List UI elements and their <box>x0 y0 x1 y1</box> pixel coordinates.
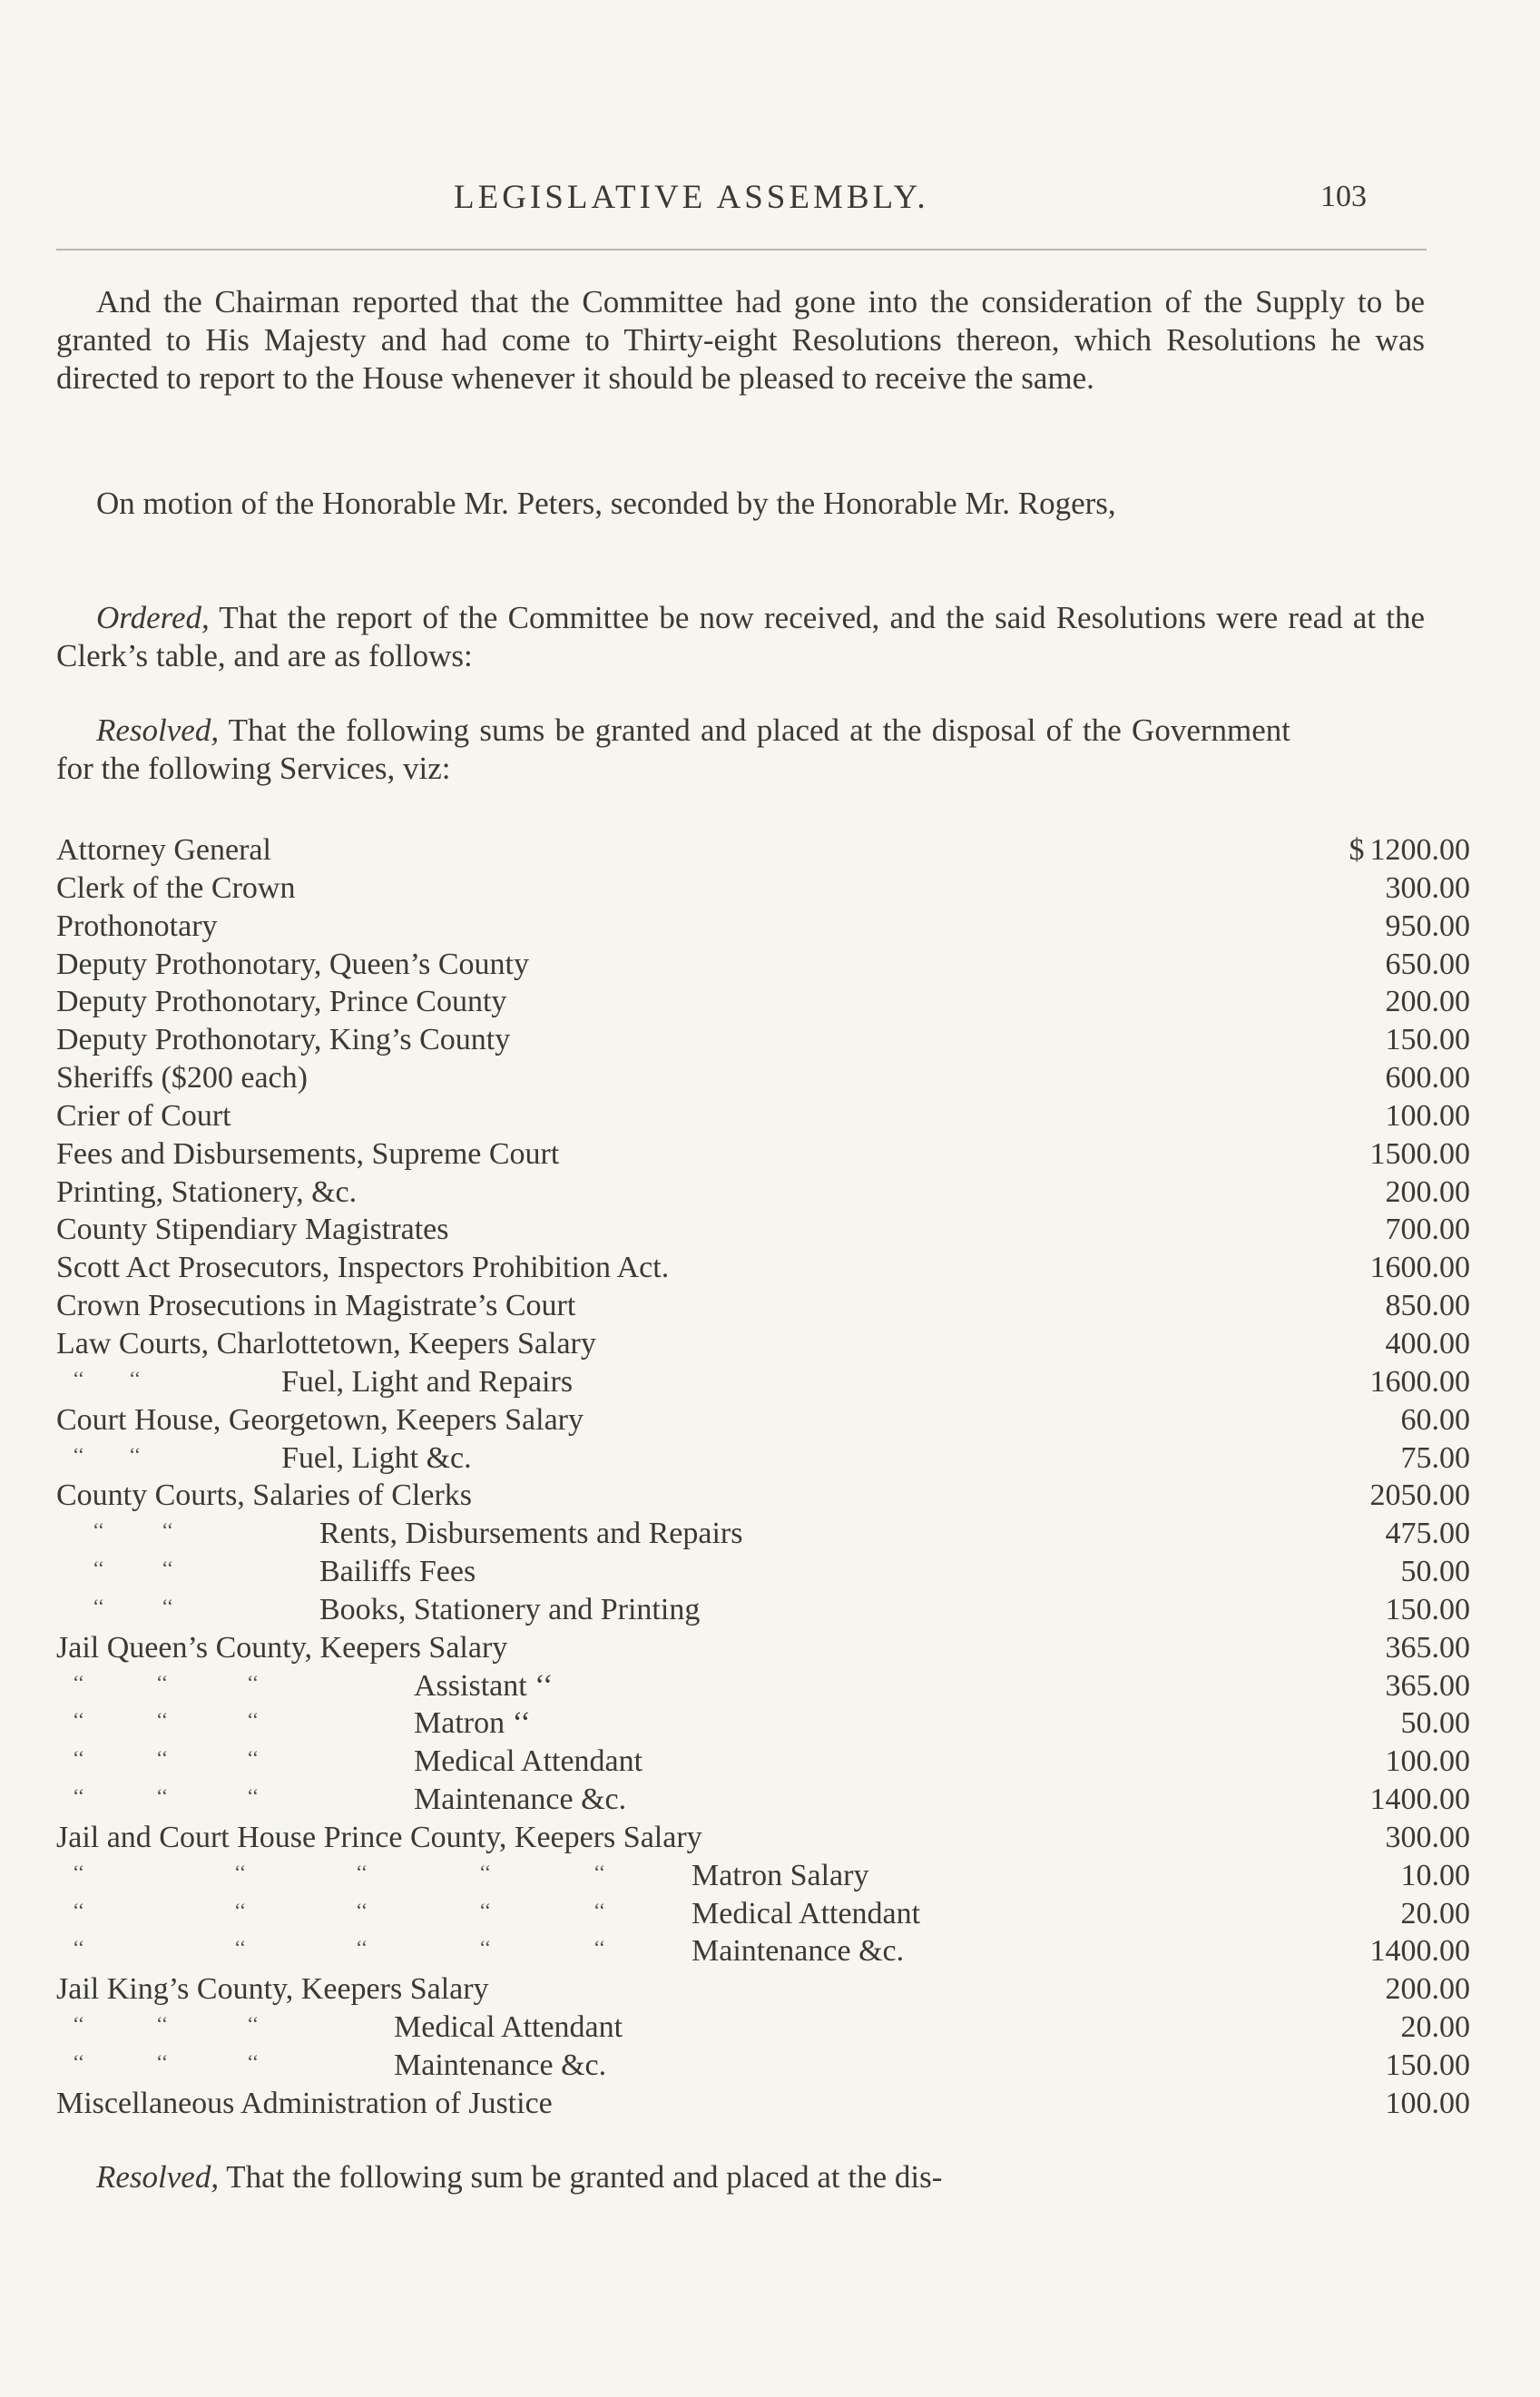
ditto-mark: ‘‘ <box>162 1518 174 1542</box>
table-row <box>56 1477 1472 1515</box>
ditto-mark: ‘‘ <box>129 1442 142 1466</box>
item-amount <box>1289 1857 1470 1895</box>
table-row <box>56 1743 1472 1781</box>
amount-value: 150.00 <box>1385 2048 1470 2082</box>
ditto-mark: ‘‘ <box>156 2050 169 2073</box>
ditto-mark: ‘‘ <box>156 1746 169 1770</box>
supply-items-table <box>56 831 1472 2123</box>
item-amount <box>1289 1135 1470 1174</box>
item-label: Scott Act Prosecutors, Inspectors Prohibition Act. <box>56 1251 670 1285</box>
table-row <box>56 1857 1472 1895</box>
ditto-mark: ‘‘ <box>129 1366 142 1390</box>
ditto-mark: ‘‘ <box>73 1746 85 1770</box>
amount-value: 100.00 <box>1385 2086 1470 2120</box>
amount-value: 200.00 <box>1385 1972 1470 2007</box>
table-row <box>56 1249 1472 1287</box>
item-amount <box>1289 1819 1470 1857</box>
item-label: Matron ‘‘ <box>414 1706 531 1741</box>
paragraph-ordered <box>56 599 1425 675</box>
table-row <box>56 1515 1472 1553</box>
ditto-mark: ‘‘ <box>479 1898 492 1921</box>
amount-value: 365.00 <box>1385 1630 1470 1665</box>
amount-value: 100.00 <box>1385 1098 1470 1133</box>
ditto-mark: ‘‘ <box>162 1557 174 1580</box>
item-amount <box>1289 1895 1470 1933</box>
amount-value: 1500.00 <box>1369 1136 1470 1171</box>
item-amount <box>1289 983 1470 1021</box>
amount-value: 1400.00 <box>1369 1934 1470 1969</box>
item-label: Prothonotary <box>56 909 218 943</box>
page-number: 103 <box>1320 180 1367 213</box>
item-label: Sheriffs ($200 each) <box>56 1061 308 1095</box>
amount-value: 200.00 <box>1385 1174 1470 1209</box>
ditto-mark: ‘‘ <box>156 1784 169 1808</box>
table-row <box>56 1895 1472 1933</box>
table-row <box>56 1287 1472 1325</box>
table-row <box>56 1704 1472 1743</box>
ditto-mark: ‘‘ <box>356 1936 368 1960</box>
item-label: County Courts, Salaries of Clerks <box>56 1478 473 1513</box>
ditto-mark: ‘‘ <box>593 1898 606 1921</box>
running-title: LEGISLATIVE ASSEMBLY. <box>454 179 929 216</box>
amount-value: 100.00 <box>1385 1744 1470 1779</box>
table-row <box>56 1819 1472 1857</box>
table-row <box>56 1932 1472 1970</box>
amount-value: 150.00 <box>1385 1023 1470 1057</box>
amount-value: 650.00 <box>1385 947 1470 981</box>
ditto-mark: ‘‘ <box>73 1784 85 1808</box>
table-row <box>56 1135 1472 1174</box>
ditto-mark: ‘‘ <box>73 1670 85 1694</box>
amount-value: 950.00 <box>1385 909 1470 943</box>
item-label: Attorney General <box>56 833 271 867</box>
amount-value: 150.00 <box>1385 1592 1470 1626</box>
item-amount <box>1289 1629 1470 1667</box>
item-label: Deputy Prothonotary, Queen’s County <box>56 947 529 981</box>
ditto-mark: ‘‘ <box>356 1860 368 1883</box>
amount-value: 300.00 <box>1385 1820 1470 1854</box>
item-amount <box>1289 946 1470 984</box>
ditto-mark: ‘‘ <box>234 1898 247 1921</box>
item-label: Deputy Prothonotary, King’s County <box>56 1023 511 1057</box>
amount-value: 200.00 <box>1385 985 1470 1019</box>
ditto-mark: ‘‘ <box>93 1594 105 1617</box>
ditto-mark: ‘‘ <box>73 1366 85 1390</box>
item-amount <box>1289 1781 1470 1819</box>
item-amount <box>1289 1097 1470 1135</box>
item-label: Law Courts, Charlottetown, Keepers Salary <box>56 1326 596 1361</box>
resolved-continued-lead: Resolved, <box>96 2159 220 2195</box>
item-label: Assistant ‘‘ <box>414 1668 554 1703</box>
ditto-mark: ‘‘ <box>234 1936 247 1960</box>
item-amount <box>1289 1021 1470 1059</box>
table-row <box>56 1059 1472 1097</box>
ditto-mark: ‘‘ <box>593 1860 606 1883</box>
item-label: Jail King’s County, Keepers Salary <box>56 1972 489 2007</box>
paragraph-resolved-continued <box>56 2158 1272 2196</box>
page-header <box>0 178 1540 223</box>
item-label: County Stipendiary Magistrates <box>56 1213 449 1247</box>
amount-value: 20.00 <box>1400 1896 1470 1930</box>
table-row <box>56 983 1472 1021</box>
ditto-mark: ‘‘ <box>73 2012 85 2036</box>
ditto-mark: ‘‘ <box>247 1708 260 1732</box>
item-amount <box>1289 1704 1470 1743</box>
item-amount <box>1289 1477 1470 1515</box>
table-row <box>56 1211 1472 1249</box>
table-row <box>56 1591 1472 1629</box>
item-amount <box>1289 1591 1470 1629</box>
item-amount <box>1289 1743 1470 1781</box>
item-amount <box>1289 1249 1470 1287</box>
table-row <box>56 1097 1472 1135</box>
item-label: Crier of Court <box>56 1098 231 1133</box>
ditto-mark: ‘‘ <box>93 1557 105 1580</box>
amount-value: 1200.00 <box>1369 833 1470 867</box>
table-row <box>56 1174 1472 1212</box>
ditto-mark: ‘‘ <box>73 1936 85 1960</box>
table-row <box>56 1363 1472 1401</box>
item-label: Medical Attendant <box>414 1744 643 1779</box>
item-amount <box>1289 831 1470 869</box>
table-row <box>56 831 1472 869</box>
item-amount <box>1289 1515 1470 1553</box>
item-label: Deputy Prothonotary, Prince County <box>56 985 507 1019</box>
amount-value: 50.00 <box>1400 1706 1470 1741</box>
table-row <box>56 1781 1472 1819</box>
amount-value: 1600.00 <box>1369 1364 1470 1399</box>
table-row <box>56 2085 1472 2123</box>
ordered-lead: Ordered, <box>96 600 210 635</box>
item-label: Fuel, Light &c. <box>281 1440 472 1475</box>
item-amount <box>1289 1287 1470 1325</box>
table-row <box>56 1325 1472 1363</box>
table-row <box>56 1439 1472 1478</box>
amount-value: 10.00 <box>1400 1858 1470 1892</box>
ditto-mark: ‘‘ <box>73 1442 85 1466</box>
paragraph-resolved <box>56 712 1290 788</box>
table-row <box>56 946 1472 984</box>
ditto-mark: ‘‘ <box>73 2050 85 2073</box>
item-label: Crown Prosecutions in Magistrate’s Court <box>56 1289 576 1323</box>
ditto-mark: ‘‘ <box>247 1670 260 1694</box>
table-row <box>56 1970 1472 2009</box>
table-row <box>56 1629 1472 1667</box>
amount-value: 850.00 <box>1385 1289 1470 1323</box>
item-label: Maintenance &c. <box>692 1934 905 1969</box>
item-amount <box>1289 1439 1470 1478</box>
item-label: Fuel, Light and Repairs <box>281 1364 574 1399</box>
ditto-mark: ‘‘ <box>356 1898 368 1921</box>
item-label: Printing, Stationery, &c. <box>56 1174 358 1209</box>
amount-value: 2050.00 <box>1369 1478 1470 1513</box>
table-row <box>56 1021 1472 1059</box>
table-row <box>56 869 1472 908</box>
item-amount <box>1289 1970 1470 2009</box>
table-row <box>56 2009 1472 2047</box>
item-label: Rents, Disbursements and Repairs <box>319 1517 743 1551</box>
item-amount <box>1289 1325 1470 1363</box>
ditto-mark: ‘‘ <box>73 1898 85 1921</box>
amount-value: 365.00 <box>1385 1668 1470 1703</box>
resolved-text: That the following sums be granted and placed at the disposal of the Government for the following Services, viz: <box>56 712 1290 786</box>
ditto-mark: ‘‘ <box>156 1670 169 1694</box>
item-label: Maintenance &c. <box>414 1783 627 1817</box>
amount-value: 600.00 <box>1385 1061 1470 1095</box>
amount-value: 700.00 <box>1385 1213 1470 1247</box>
amount-value: 1400.00 <box>1369 1783 1470 1817</box>
item-amount <box>1289 1553 1470 1591</box>
item-amount <box>1289 869 1470 908</box>
table-row <box>56 1553 1472 1591</box>
table-row <box>56 2047 1472 2085</box>
item-label: Maintenance &c. <box>394 2048 607 2082</box>
amount-value: 50.00 <box>1400 1555 1470 1589</box>
table-row <box>56 908 1472 946</box>
ditto-mark: ‘‘ <box>479 1860 492 1883</box>
ditto-mark: ‘‘ <box>247 2050 260 2073</box>
ditto-mark: ‘‘ <box>93 1518 105 1542</box>
paragraph-chairman-report: And the Chairman reported that the Committee had gone into the consideration of the Supply to be granted to His Majesty and had come to Thirty-eight Resolutions thereon, which Resolutions he was directed to report to the House whenever it should be pleased to receive the same. <box>56 284 1425 396</box>
item-label: Miscellaneous Administration of Justice <box>56 2086 553 2120</box>
table-row <box>56 1667 1472 1705</box>
item-amount <box>1289 1211 1470 1249</box>
item-amount <box>1289 1059 1470 1097</box>
item-label: Medical Attendant <box>692 1896 921 1930</box>
ditto-mark: ‘‘ <box>247 1746 260 1770</box>
ditto-mark: ‘‘ <box>73 1860 85 1883</box>
resolved-lead: Resolved, <box>96 712 220 748</box>
item-label: Court House, Georgetown, Keepers Salary <box>56 1402 584 1437</box>
table-row <box>56 1401 1472 1439</box>
ditto-mark: ‘‘ <box>156 2012 169 2036</box>
item-amount <box>1289 2009 1470 2047</box>
item-amount <box>1289 2047 1470 2085</box>
amount-value: 60.00 <box>1400 1402 1470 1437</box>
item-amount <box>1289 2085 1470 2123</box>
ordered-text: That the report of the Committee be now received, and the said Resolutions were read at the Clerk’s table, and are as follows: <box>56 600 1425 673</box>
ditto-mark: ‘‘ <box>247 2012 260 2036</box>
ditto-mark: ‘‘ <box>156 1708 169 1732</box>
item-label: Matron Salary <box>692 1858 869 1892</box>
paragraph-motion: On motion of the Honorable Mr. Peters, seconded by the Honorable Mr. Rogers, <box>96 486 1116 521</box>
item-amount <box>1289 1667 1470 1705</box>
amount-value: 300.00 <box>1385 870 1470 905</box>
ditto-mark: ‘‘ <box>247 1784 260 1808</box>
amount-value: 400.00 <box>1385 1326 1470 1361</box>
item-amount <box>1289 908 1470 946</box>
amount-value: 1600.00 <box>1369 1251 1470 1285</box>
item-label: Fees and Disbursements, Supreme Court <box>56 1136 560 1171</box>
item-amount <box>1289 1401 1470 1439</box>
ditto-mark: ‘‘ <box>73 1708 85 1732</box>
item-label: Jail and Court House Prince County, Keepers Salary <box>56 1820 702 1854</box>
item-label: Books, Stationery and Printing <box>319 1592 701 1626</box>
item-label: Jail Queen’s County, Keepers Salary <box>56 1630 508 1665</box>
ditto-mark: ‘‘ <box>234 1860 247 1883</box>
header-rule <box>56 249 1427 251</box>
item-amount <box>1289 1932 1470 1970</box>
item-amount <box>1289 1363 1470 1401</box>
item-label: Bailiffs Fees <box>319 1555 476 1589</box>
item-amount <box>1289 1174 1470 1212</box>
amount-value: 475.00 <box>1385 1517 1470 1551</box>
dollar-sign: $ <box>1349 833 1365 867</box>
ditto-mark: ‘‘ <box>479 1936 492 1960</box>
ditto-mark: ‘‘ <box>593 1936 606 1960</box>
item-label: Clerk of the Crown <box>56 870 296 905</box>
ditto-mark: ‘‘ <box>162 1594 174 1617</box>
item-label: Medical Attendant <box>394 2010 623 2045</box>
amount-value: 75.00 <box>1400 1440 1470 1475</box>
amount-value: 20.00 <box>1400 2010 1470 2045</box>
resolved-continued-text: That the following sum be granted and placed at the dis- <box>219 2159 943 2195</box>
